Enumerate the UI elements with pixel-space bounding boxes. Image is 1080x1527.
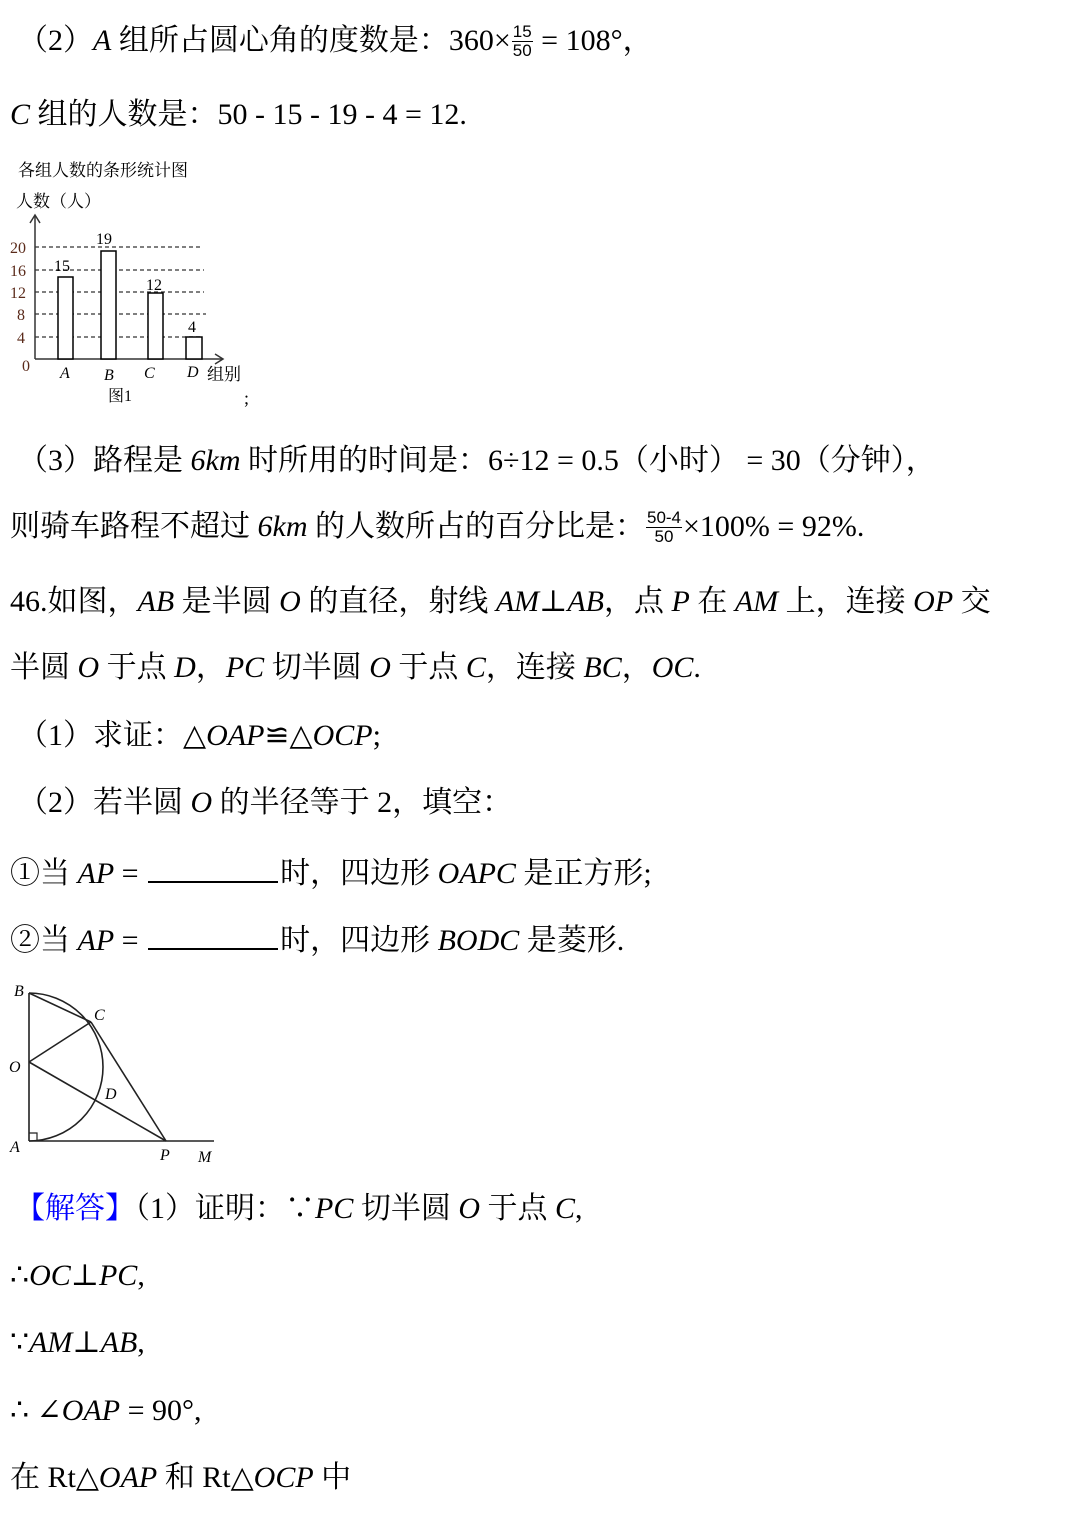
text: , — [137, 1259, 145, 1292]
var: BODC — [437, 924, 520, 957]
point-labels — [9, 983, 213, 1166]
right-angle-icon — [29, 1133, 37, 1141]
text: ，连接 — [485, 651, 584, 684]
section3-line2 — [10, 507, 864, 548]
x-axis-label: 组别 — [207, 365, 241, 384]
text: 于点 — [480, 1192, 556, 1225]
var: O — [190, 786, 213, 819]
solution-line3 — [10, 1323, 145, 1363]
text: ; — [372, 719, 381, 752]
answer-blank-1[interactable] — [148, 851, 278, 883]
svg-text:4: 4 — [17, 330, 25, 347]
bar-c — [148, 293, 163, 359]
svg-text:4: 4 — [188, 319, 196, 336]
var: C — [465, 651, 486, 684]
text: 是菱形. — [519, 924, 625, 957]
var: PC — [225, 651, 265, 684]
text: 的半径等于 2，填空： — [212, 786, 513, 819]
text: ②当 — [10, 924, 78, 957]
chart-caption: 图1 — [108, 388, 133, 405]
y-tick-labels — [10, 240, 30, 375]
svg-text:20: 20 — [10, 240, 26, 257]
label-m: M — [198, 1149, 212, 1166]
text: 是正方形; — [515, 857, 652, 890]
text: 的直径，射线 — [300, 585, 496, 618]
svg-text:15: 15 — [54, 258, 70, 275]
text: （1）求证：△ — [18, 719, 207, 752]
solution-line5 — [10, 1458, 351, 1498]
text: （3）路程是 — [18, 444, 191, 477]
var: OP — [913, 585, 954, 618]
text: 时，四边形 — [280, 924, 438, 957]
var-a: A — [93, 24, 112, 57]
text: = 108°， — [533, 24, 653, 57]
section3-line1 — [18, 441, 936, 481]
var-c: C — [10, 98, 31, 131]
solution-line2 — [10, 1256, 145, 1296]
because-symbol: ∵ — [10, 1326, 30, 1359]
var: PC — [315, 1192, 354, 1225]
trailing-semicolon: ; — [244, 388, 250, 408]
chart-title: 各组人数的条形统计图 — [18, 161, 188, 180]
bar-a — [58, 277, 73, 359]
therefore-symbol: ∴ ∠ — [10, 1394, 62, 1427]
svg-text:12: 12 — [10, 285, 26, 302]
var: OC⊥PC — [29, 1259, 138, 1292]
var: O — [77, 651, 100, 684]
question-2 — [18, 783, 512, 823]
distance: 6km — [257, 510, 308, 543]
text: 组的人数是：50 ‐ 15 ‐ 19 ‐ 4 = 12. — [30, 98, 467, 131]
text: . — [693, 651, 701, 684]
solution-line1 — [15, 1189, 583, 1229]
label-p: P — [160, 1147, 170, 1164]
bar-d — [186, 337, 202, 359]
text: 于点 — [99, 651, 175, 684]
label-o: O — [9, 1059, 21, 1076]
label-d: D — [105, 1086, 117, 1103]
text: = 90°, — [120, 1394, 202, 1427]
fill-blank-2 — [10, 918, 624, 961]
text: ①当 — [10, 857, 78, 890]
fill-blank-1 — [10, 851, 652, 894]
svg-text:C: C — [144, 365, 155, 382]
text: 半圆 — [10, 651, 78, 684]
bars — [58, 251, 202, 359]
text: 交 — [953, 585, 991, 618]
text: 在 Rt△ — [10, 1461, 99, 1494]
text: , — [137, 1326, 145, 1359]
distance: 6km — [190, 444, 241, 477]
problem46-line1 — [10, 582, 991, 622]
svg-text:0: 0 — [22, 358, 30, 375]
text: , — [575, 1192, 583, 1225]
text: 上，连接 — [778, 585, 914, 618]
var: OAP — [61, 1394, 121, 1427]
numerator: 15 — [512, 21, 532, 41]
svg-text:B: B — [104, 367, 114, 384]
var: O — [369, 651, 391, 684]
text: 时，四边形 — [280, 857, 438, 890]
var: OAPC — [437, 857, 516, 890]
var: AB — [137, 585, 175, 618]
var: AM⊥AB — [495, 585, 605, 618]
text: 组所占圆心角的度数是：360× — [111, 24, 511, 57]
svg-text:D: D — [187, 364, 199, 381]
fraction — [646, 509, 682, 546]
text: 46.如图， — [10, 585, 138, 618]
svg-text:8: 8 — [17, 307, 25, 324]
var: C — [555, 1192, 576, 1225]
segment-bc — [29, 993, 91, 1022]
text: ≌△ — [264, 719, 313, 752]
var: AP — [77, 924, 115, 957]
question-1 — [18, 716, 381, 756]
section2-line1 — [18, 21, 653, 62]
text: = — [114, 924, 147, 957]
text: ×100% = 92%. — [683, 510, 865, 543]
answer-tag: 【解答】 — [15, 1191, 135, 1226]
var: OCP — [253, 1461, 314, 1494]
text: = — [114, 857, 147, 890]
text: 时所用的时间是：6÷12 = 0.5（小时） = 30（分钟）， — [240, 444, 936, 477]
text: ， — [195, 651, 226, 684]
semicircle — [29, 993, 103, 1141]
text: 是半圆 — [174, 585, 280, 618]
svg-text:19: 19 — [96, 231, 112, 248]
var: OAP — [98, 1461, 158, 1494]
label-a: A — [10, 1139, 20, 1156]
section2-line2 — [10, 95, 467, 135]
bar-chart — [0, 150, 270, 415]
var: P — [671, 585, 690, 618]
var: OCP — [312, 719, 373, 752]
bar-b — [101, 251, 116, 359]
text: （1）证明：∵ — [135, 1192, 315, 1225]
segment-oc — [29, 1022, 91, 1062]
var: AM⊥AB — [29, 1326, 138, 1359]
text: 于点 — [390, 651, 466, 684]
segment-op — [29, 1062, 166, 1141]
text: 切半圆 — [353, 1192, 459, 1225]
text: ， — [621, 651, 652, 684]
item-prefix: （2） — [18, 24, 93, 57]
var: BC — [583, 651, 622, 684]
numerator: 50-4 — [646, 507, 682, 527]
text: 中 — [313, 1461, 352, 1494]
text: 的人数所占的百分比是： — [307, 510, 645, 543]
text: 和 Rt△ — [157, 1461, 254, 1494]
var: O — [279, 585, 301, 618]
svg-text:16: 16 — [10, 263, 26, 280]
text: ，点 — [604, 585, 672, 618]
data-labels — [54, 231, 196, 336]
x-tick-labels — [59, 364, 199, 384]
y-axis-label: 人数（人） — [16, 192, 101, 211]
svg-text:12: 12 — [146, 277, 162, 294]
denominator: 50 — [512, 40, 532, 60]
answer-blank-2[interactable] — [148, 918, 278, 950]
var: OAP — [206, 719, 265, 752]
var: D — [174, 651, 196, 684]
fraction — [512, 23, 533, 60]
therefore-symbol: ∴ — [10, 1259, 30, 1292]
text: 在 — [689, 585, 735, 618]
text: （2）若半圆 — [18, 786, 191, 819]
var: AM — [734, 585, 779, 618]
var: O — [458, 1192, 481, 1225]
label-c: C — [94, 1007, 105, 1024]
denominator: 50 — [654, 526, 674, 546]
label-b: B — [14, 983, 24, 1000]
svg-text:A: A — [60, 365, 70, 382]
var: OC — [651, 651, 694, 684]
problem46-line2 — [10, 648, 701, 688]
text: 则骑车路程不超过 — [10, 510, 258, 543]
text: 切半圆 — [264, 651, 370, 684]
solution-line4 — [10, 1391, 201, 1431]
var: AP — [77, 857, 115, 890]
geometry-diagram — [0, 975, 230, 1170]
